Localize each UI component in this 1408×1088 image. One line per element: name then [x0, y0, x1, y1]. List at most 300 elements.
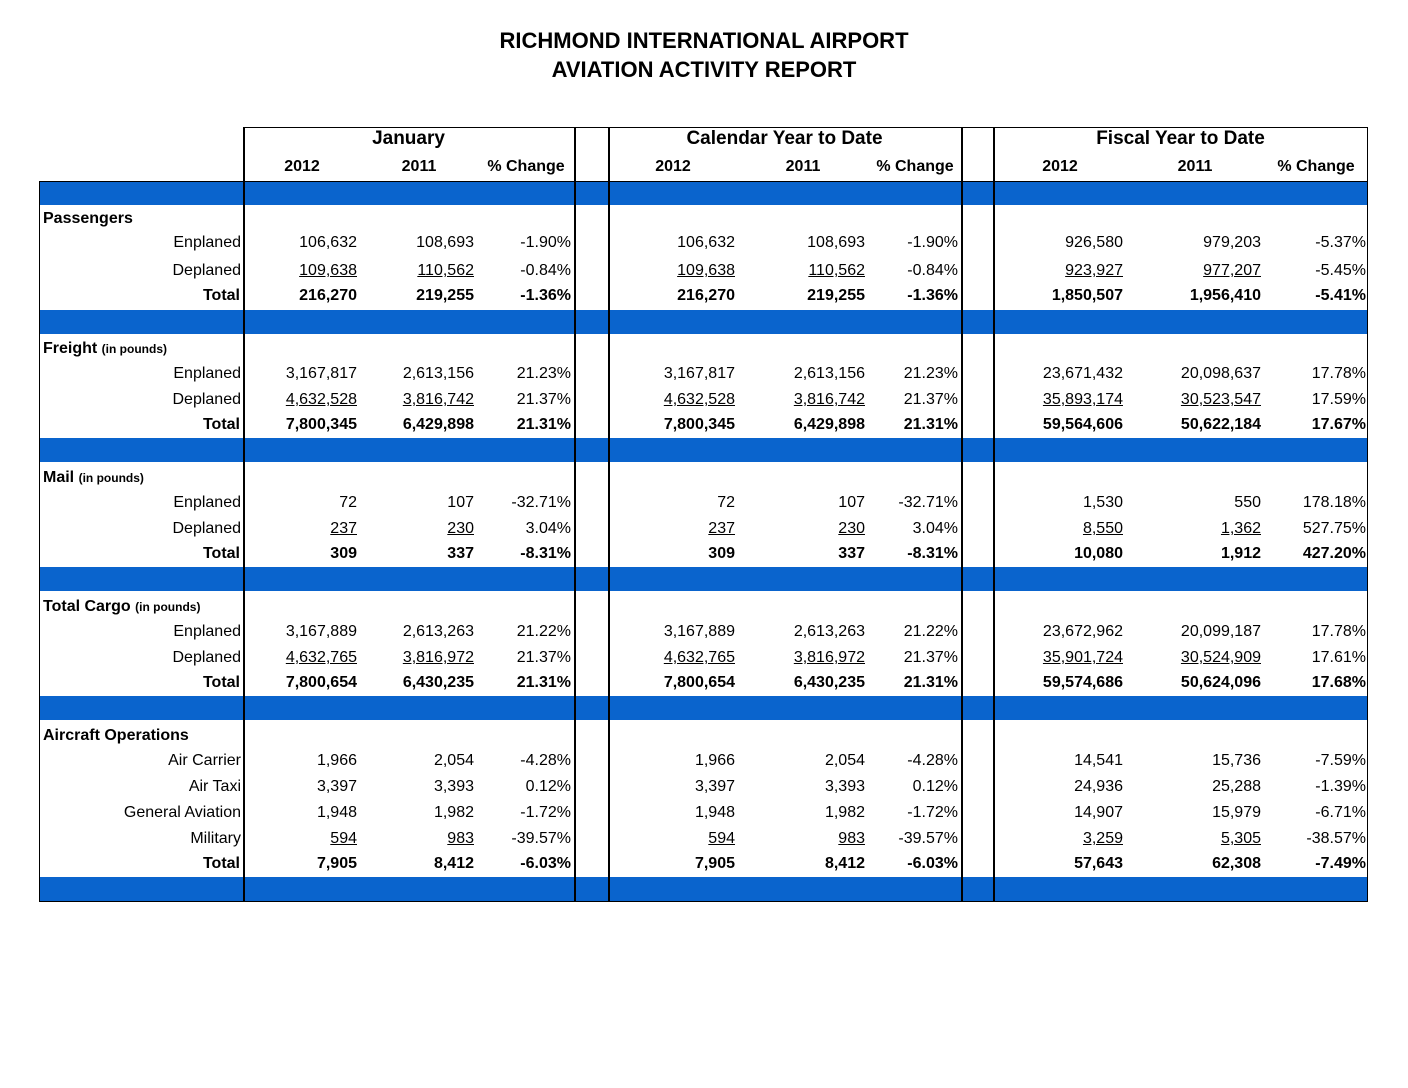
- row-label: Enplaned: [173, 234, 241, 251]
- table-cell: [1083, 520, 1123, 538]
- column-divider: [608, 127, 610, 902]
- table-cell: [517, 649, 571, 667]
- cell-value: 57,643: [1074, 855, 1123, 872]
- cell-value: 4,632,765: [285, 649, 357, 666]
- table-cell: [664, 674, 735, 692]
- cell-value: 219,255: [416, 287, 474, 304]
- group-header: Calendar Year to Date: [686, 128, 883, 149]
- cell-value: 983: [447, 830, 474, 847]
- cell-value: 5,305: [1220, 830, 1261, 847]
- cell-value: -7.49%: [1315, 855, 1366, 872]
- cell-value: 2,613,156: [793, 365, 865, 382]
- table-cell: [1315, 234, 1366, 252]
- cell-value: 110,562: [808, 262, 865, 279]
- cell-value: 17.78%: [1311, 365, 1366, 382]
- table-cell: [794, 416, 865, 434]
- cell-value: 0.12%: [912, 778, 958, 795]
- cell-value: 2,054: [433, 752, 474, 769]
- cell-value: 17.67%: [1311, 416, 1366, 433]
- cell-value: 4,632,765: [663, 649, 735, 666]
- cell-value: -8.31%: [520, 545, 571, 562]
- table-cell: [434, 804, 474, 822]
- table-cell: [286, 623, 357, 641]
- table-cell: [417, 262, 474, 280]
- column-header: % Change: [487, 158, 565, 175]
- table-cell: [1181, 391, 1261, 409]
- cell-value: 2,613,263: [402, 623, 474, 640]
- table-cell: [708, 545, 735, 563]
- cell-value: 21.37%: [516, 391, 571, 408]
- cell-value: 926,580: [1065, 234, 1123, 251]
- cell-value: 923,927: [1065, 262, 1123, 279]
- table-cell: [1043, 391, 1123, 409]
- cell-value: 21.31%: [516, 674, 571, 691]
- table-cell: [695, 752, 735, 770]
- section-name: Passengers: [43, 210, 133, 227]
- cell-value: 17.78%: [1311, 623, 1366, 640]
- cell-value: 15,736: [1212, 752, 1261, 769]
- table-cell: [299, 262, 357, 280]
- cell-value: 30,523,547: [1180, 391, 1261, 408]
- cell-value: 35,893,174: [1042, 391, 1123, 408]
- report-title-line-1: RICHMOND INTERNATIONAL AIRPORT: [499, 28, 909, 53]
- table-cell: [317, 855, 357, 873]
- cell-value: 1,982: [824, 804, 865, 821]
- cell-value: -6.03%: [907, 855, 958, 872]
- table-cell: [517, 623, 571, 641]
- cell-value: 4,632,528: [285, 391, 357, 408]
- cell-value: 21.23%: [903, 365, 958, 382]
- cell-value: -0.84%: [520, 262, 571, 279]
- cell-value: 3.04%: [912, 520, 958, 537]
- cell-value: 3,167,817: [663, 365, 735, 382]
- cell-value: 106,632: [677, 234, 735, 251]
- table-cell: [794, 391, 865, 409]
- table-cell: [526, 778, 571, 796]
- table-cell: [838, 545, 865, 563]
- table-cell: [1312, 674, 1366, 692]
- cell-value: -4.28%: [907, 752, 958, 769]
- table-cell: [1315, 262, 1366, 280]
- cell-value: 2,613,156: [402, 365, 474, 382]
- table-cell: [1181, 649, 1261, 667]
- cell-value: 17.59%: [1311, 391, 1366, 408]
- cell-value: 10,080: [1074, 545, 1123, 562]
- table-cell: [907, 262, 958, 280]
- row-label: Total: [202, 287, 240, 304]
- row-label: Deplaned: [172, 262, 241, 279]
- table-cell: [904, 674, 958, 692]
- table-cell: [904, 391, 958, 409]
- cell-value: 7,800,345: [663, 416, 735, 433]
- table-cell: [664, 649, 735, 667]
- cell-value: -1.90%: [907, 234, 958, 251]
- table-cell: [1221, 830, 1261, 848]
- section-heading: [43, 727, 189, 745]
- table-cell: [1212, 752, 1261, 770]
- table-cell: [330, 830, 357, 848]
- cell-value: 337: [447, 545, 474, 562]
- section-heading: [43, 210, 133, 228]
- cell-value: 309: [708, 545, 735, 562]
- cell-value: 21.31%: [903, 674, 958, 691]
- row-label: Enplaned: [173, 494, 241, 511]
- cell-value: 1,362: [1220, 520, 1261, 537]
- table-cell: [717, 494, 735, 512]
- table-cell: [898, 830, 958, 848]
- table-cell: [517, 391, 571, 409]
- table-cell: [520, 287, 571, 305]
- table-cell: [447, 520, 474, 538]
- row-label: Total: [202, 674, 240, 691]
- cell-value: 109,638: [677, 262, 735, 279]
- table-cell: [838, 494, 865, 512]
- cell-value: 3,397: [694, 778, 735, 795]
- cell-value: 20,099,187: [1180, 623, 1261, 640]
- table-cell: [286, 674, 357, 692]
- cell-value: 237: [330, 520, 357, 537]
- cell-value: 1,948: [694, 804, 735, 821]
- cell-value: 21.22%: [516, 623, 571, 640]
- cell-value: -38.57%: [1306, 830, 1366, 847]
- table-cell: [794, 623, 865, 641]
- cell-value: 3,167,889: [285, 623, 357, 640]
- table-cell: [1065, 262, 1123, 280]
- cell-value: 17.61%: [1311, 649, 1366, 666]
- section-name: Mail: [43, 469, 75, 486]
- cell-value: 979,203: [1203, 234, 1261, 251]
- table-cell: [526, 520, 571, 538]
- table-cell: [904, 365, 958, 383]
- cell-value: 8,550: [1082, 520, 1123, 537]
- table-cell: [416, 287, 474, 305]
- table-cell: [695, 778, 735, 796]
- table-cell: [1074, 778, 1123, 796]
- table-cell: [1043, 416, 1123, 434]
- table-cell: [447, 545, 474, 563]
- section-name: Freight: [43, 340, 98, 357]
- table-cell: [794, 674, 865, 692]
- cell-value: 3,393: [433, 778, 474, 795]
- cell-value: 7,905: [316, 855, 357, 872]
- table-cell: [807, 287, 865, 305]
- cell-value: 107: [838, 494, 865, 511]
- section-heading: [43, 469, 144, 487]
- table-cell: [403, 649, 474, 667]
- cell-value: 72: [717, 494, 735, 511]
- cell-value: 1,956,410: [1189, 287, 1261, 304]
- cell-value: 59,564,606: [1042, 416, 1123, 433]
- table-cell: [794, 365, 865, 383]
- cell-value: 110,562: [417, 262, 474, 279]
- table-cell: [907, 752, 958, 770]
- table-cell: [838, 830, 865, 848]
- table-cell: [913, 778, 958, 796]
- table-cell: [664, 416, 735, 434]
- table-cell: [1303, 520, 1366, 538]
- cell-value: 4,632,528: [663, 391, 735, 408]
- row-label: Deplaned: [172, 391, 241, 408]
- table-cell: [907, 545, 958, 563]
- table-cell: [434, 855, 474, 873]
- table-cell: [520, 752, 571, 770]
- table-cell: [299, 287, 357, 305]
- row-label: Air Carrier: [168, 752, 241, 769]
- cell-value: 1,850,507: [1051, 287, 1123, 304]
- cell-value: -39.57%: [511, 830, 571, 847]
- table-cell: [838, 520, 865, 538]
- table-cell: [1203, 262, 1261, 280]
- table-cell: [695, 804, 735, 822]
- cell-value: 1,530: [1082, 494, 1123, 511]
- row-label: Total: [202, 416, 240, 433]
- table-cell: [1212, 804, 1261, 822]
- table-cell: [447, 830, 474, 848]
- cell-value: 109,638: [299, 262, 357, 279]
- table-cell: [1043, 365, 1123, 383]
- section-heading: [43, 598, 200, 616]
- table-cell: [416, 234, 474, 252]
- table-cell: [664, 623, 735, 641]
- cell-value: -1.90%: [520, 234, 571, 251]
- table-cell: [825, 804, 865, 822]
- cell-value: 216,270: [299, 287, 357, 304]
- cell-value: -32.71%: [898, 494, 958, 511]
- table-cell: [520, 855, 571, 873]
- cell-value: 15,979: [1212, 804, 1261, 821]
- cell-value: 230: [838, 520, 865, 537]
- column-header: % Change: [876, 158, 954, 175]
- cell-value: 35,901,724: [1042, 649, 1123, 666]
- cell-value: 6,429,898: [402, 416, 474, 433]
- table-cell: [677, 262, 735, 280]
- cell-value: -4.28%: [520, 752, 571, 769]
- cell-value: 25,288: [1212, 778, 1261, 795]
- table-cell: [1083, 494, 1123, 512]
- cell-value: 7,905: [694, 855, 735, 872]
- table-cell: [913, 520, 958, 538]
- table-cell: [1190, 287, 1261, 305]
- cell-value: -7.59%: [1315, 752, 1366, 769]
- cell-value: 20,098,637: [1180, 365, 1261, 382]
- cell-value: 3,816,742: [793, 391, 865, 408]
- table-cell: [403, 391, 474, 409]
- table-cell: [286, 391, 357, 409]
- group-header: January: [372, 128, 445, 149]
- table-cell: [403, 416, 474, 434]
- cell-value: -39.57%: [898, 830, 958, 847]
- table-cell: [403, 674, 474, 692]
- cell-value: 3,393: [824, 778, 865, 795]
- table-cell: [825, 778, 865, 796]
- cell-value: -5.45%: [1315, 262, 1366, 279]
- cell-value: 337: [838, 545, 865, 562]
- table-cell: [1043, 674, 1123, 692]
- section-name: Aircraft Operations: [43, 727, 189, 744]
- table-cell: [1312, 365, 1366, 383]
- cell-value: 23,672,962: [1042, 623, 1123, 640]
- table-cell: [1052, 287, 1123, 305]
- cell-value: 2,613,263: [793, 623, 865, 640]
- cell-value: -8.31%: [907, 545, 958, 562]
- cell-value: 3,816,742: [402, 391, 474, 408]
- cell-value: 50,622,184: [1180, 416, 1261, 433]
- table-cell: [434, 778, 474, 796]
- cell-value: 7,800,654: [285, 674, 357, 691]
- table-cell: [286, 649, 357, 667]
- table-cell: [907, 804, 958, 822]
- table-cell: [1181, 623, 1261, 641]
- report-title-line-2: AVIATION ACTIVITY REPORT: [551, 57, 857, 82]
- cell-value: 8,412: [433, 855, 474, 872]
- cell-value: 0.12%: [525, 778, 571, 795]
- cell-value: 30,524,909: [1180, 649, 1261, 666]
- column-divider: [243, 127, 245, 902]
- table-cell: [904, 416, 958, 434]
- table-cell: [1315, 287, 1366, 305]
- table-cell: [517, 365, 571, 383]
- row-label: Military: [190, 830, 241, 847]
- table-cell: [1315, 778, 1366, 796]
- table-cell: [317, 752, 357, 770]
- cell-value: 108,693: [807, 234, 865, 251]
- cell-value: 21.37%: [516, 649, 571, 666]
- cell-value: 6,429,898: [793, 416, 865, 433]
- table-cell: [299, 234, 357, 252]
- section-unit: (in pounds): [101, 342, 167, 356]
- table-cell: [1315, 804, 1366, 822]
- cell-value: 59,574,686: [1042, 674, 1123, 691]
- cell-value: 106,632: [299, 234, 357, 251]
- cell-value: 527.75%: [1302, 520, 1366, 537]
- cell-value: 2,054: [824, 752, 865, 769]
- table-cell: [708, 520, 735, 538]
- table-cell: [1303, 494, 1366, 512]
- column-header: % Change: [1277, 158, 1355, 175]
- section-unit: (in pounds): [135, 600, 201, 614]
- cell-value: 550: [1234, 494, 1261, 511]
- table-cell: [904, 623, 958, 641]
- table-cell: [286, 365, 357, 383]
- cell-value: -32.71%: [511, 494, 571, 511]
- cell-value: 17.68%: [1311, 674, 1366, 691]
- cell-value: 3,259: [1082, 830, 1123, 847]
- cell-value: -6.03%: [520, 855, 571, 872]
- row-label: Deplaned: [172, 520, 241, 537]
- table-cell: [898, 494, 958, 512]
- group-header: Fiscal Year to Date: [1096, 128, 1265, 149]
- cell-value: 21.37%: [903, 391, 958, 408]
- cell-value: 7,800,654: [663, 674, 735, 691]
- cell-value: 21.37%: [903, 649, 958, 666]
- cell-value: 1,966: [316, 752, 357, 769]
- cell-value: -1.72%: [907, 804, 958, 821]
- table-cell: [1315, 855, 1366, 873]
- column-header: 2011: [1177, 158, 1213, 175]
- row-label: Air Taxi: [188, 778, 241, 795]
- cell-value: 3,397: [316, 778, 357, 795]
- table-cell: [1181, 674, 1261, 692]
- cell-value: 309: [330, 545, 357, 562]
- cell-value: -5.37%: [1315, 234, 1366, 251]
- table-cell: [511, 830, 571, 848]
- cell-value: 594: [330, 830, 357, 847]
- cell-value: 427.20%: [1302, 545, 1366, 562]
- table-cell: [904, 649, 958, 667]
- table-cell: [1234, 494, 1261, 512]
- table-cell: [330, 520, 357, 538]
- table-cell: [1043, 649, 1123, 667]
- table-cell: [403, 365, 474, 383]
- table-cell: [1212, 855, 1261, 873]
- cell-value: 6,430,235: [402, 674, 474, 691]
- table-cell: [695, 855, 735, 873]
- table-cell: [1221, 545, 1261, 563]
- table-cell: [808, 262, 865, 280]
- cell-value: 230: [447, 520, 474, 537]
- table-cell: [517, 674, 571, 692]
- row-label: Total: [202, 545, 240, 562]
- cell-value: 14,907: [1074, 804, 1123, 821]
- table-cell: [1074, 545, 1123, 563]
- cell-value: 21.31%: [516, 416, 571, 433]
- cell-value: 21.23%: [516, 365, 571, 382]
- table-cell: [677, 287, 735, 305]
- cell-value: 977,207: [1203, 262, 1261, 279]
- table-cell: [1074, 855, 1123, 873]
- cell-value: 21.22%: [903, 623, 958, 640]
- row-label: Enplaned: [173, 365, 241, 382]
- table-cell: [1043, 623, 1123, 641]
- column-header: 2011: [401, 158, 437, 175]
- table-cell: [520, 545, 571, 563]
- cell-value: 72: [339, 494, 357, 511]
- cell-value: -1.39%: [1315, 778, 1366, 795]
- table-cell: [520, 804, 571, 822]
- table-cell: [330, 545, 357, 563]
- table-cell: [1083, 830, 1123, 848]
- cell-value: 3.04%: [525, 520, 571, 537]
- table-cell: [1315, 752, 1366, 770]
- cell-value: -0.84%: [907, 262, 958, 279]
- cell-value: 24,936: [1074, 778, 1123, 795]
- cell-value: -1.36%: [520, 287, 571, 304]
- section-name: Total Cargo: [43, 598, 131, 615]
- table-cell: [339, 494, 357, 512]
- cell-value: 8,412: [824, 855, 865, 872]
- cell-value: 3,167,817: [285, 365, 357, 382]
- table-cell: [664, 391, 735, 409]
- cell-value: 3,816,972: [402, 649, 474, 666]
- table-cell: [1181, 365, 1261, 383]
- row-label: Total: [202, 855, 240, 872]
- cell-value: 1,948: [316, 804, 357, 821]
- table-cell: [1221, 520, 1261, 538]
- table-cell: [807, 234, 865, 252]
- table-cell: [1074, 804, 1123, 822]
- table-cell: [1212, 778, 1261, 796]
- column-divider: [961, 127, 963, 902]
- cell-value: 62,308: [1212, 855, 1261, 872]
- cell-value: 107: [447, 494, 474, 511]
- table-cell: [317, 778, 357, 796]
- column-header: 2012: [284, 158, 320, 175]
- cell-value: 219,255: [807, 287, 865, 304]
- cell-value: -6.71%: [1315, 804, 1366, 821]
- cell-value: -1.36%: [907, 287, 958, 304]
- cell-value: 237: [708, 520, 735, 537]
- section-unit: (in pounds): [78, 471, 144, 485]
